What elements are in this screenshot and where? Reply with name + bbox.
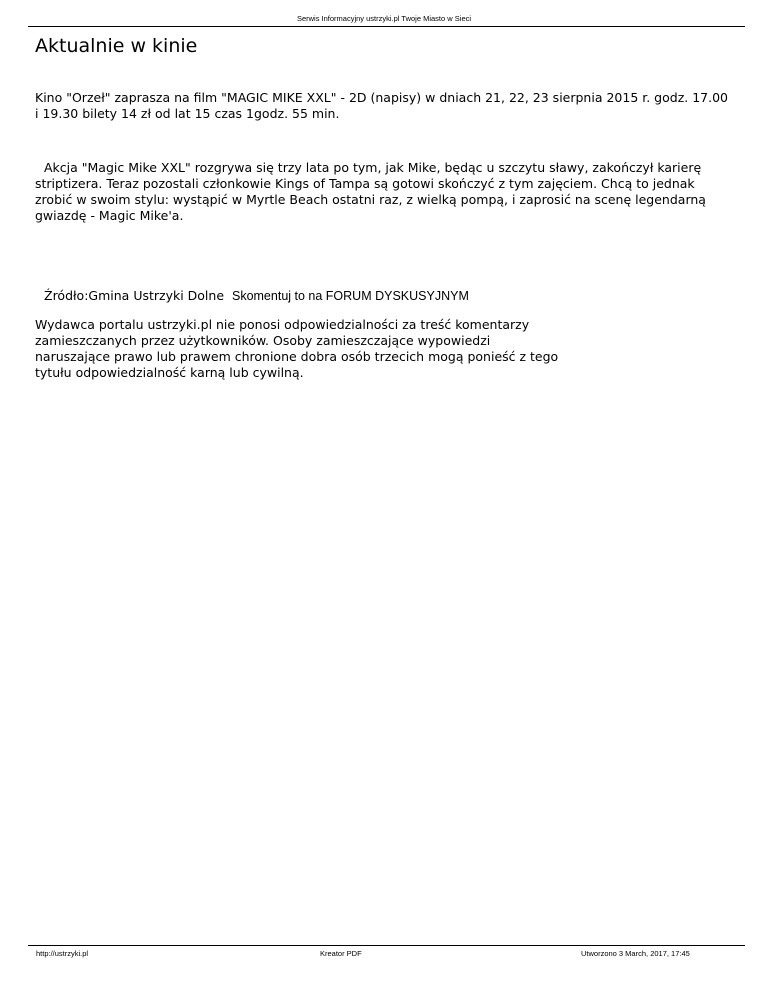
footer-url: http://ustrzyki.pl [36, 949, 89, 958]
page-title: Aktualnie w kinie [35, 35, 198, 57]
footer-divider [28, 945, 745, 946]
forum-comment-link[interactable]: Skomentuj to na FORUM DYSKUSYJNYM [231, 289, 469, 303]
site-header-title: Serwis Informacyjny ustrzyki.pl Twoje Miasto w Sieci [296, 14, 472, 23]
disclaimer-text: Wydawca portalu ustrzyki.pl nie ponosi odpowiedzialności za treść komentarzy zamieszczanych przez użytkowników. Osoby zamieszczające wypowiedzi naruszające prawo lub prawem chronione dobra osób trzecich mogą ponieść z tego tytułu odpowiedzialność karną lub cywilną. [35, 317, 559, 380]
article-description: Akcja "Magic Mike XXL" rozgrywa się trzy lata po tym, jak Mike, będąc u szczytu sławy, zakończył karierę striptizera. Teraz pozostali członkowie Kings of Tampa są gotowi skończyć z tym zajęciem. Chcą to jednak zrobić w swoim stylu: wystąpić w Myrtle Beach ostatni raz, z wielką pompą, i zaprosić na scenę legendarną gwiazdę - Magic Mike'a. [35, 160, 706, 223]
article-intro: Kino "Orzeł" zaprasza na film "MAGIC MIKE XXL" - 2D (napisy) w dniach 21, 22, 23 sierpnia 2015 r. godz. 17.00 i 19.30 bilety 14 zł od lat 15 czas 1godz. 55 min. [35, 90, 728, 121]
source-text: Źródło:Gmina Ustrzyki Dolne [44, 288, 225, 303]
header-divider [28, 26, 745, 27]
source-line [44, 288, 469, 304]
footer-created-date: Utworzono 3 March, 2017, 17:45 [581, 949, 690, 958]
footer-generator: Kreator PDF [320, 949, 362, 958]
